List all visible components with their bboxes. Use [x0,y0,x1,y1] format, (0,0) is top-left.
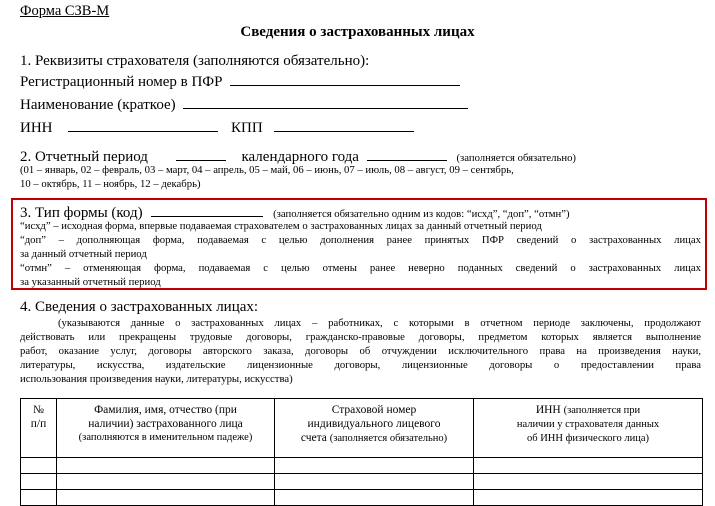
col-inn-line1: ИНН [535,404,561,416]
section4-desc-line4: литературы, искусства, издательские лицензионные договоры, лицензионные договоры о предоставлении права [20,359,701,371]
name-label: Наименование (краткое) [20,97,176,113]
document-title: Сведения о застрахованных лицах [240,24,475,40]
col-number-line2: п/п [30,418,47,430]
reg-number-row [20,71,460,91]
col-snils-note: (заполняется обязательно) [329,433,448,444]
table-cell[interactable] [57,458,275,474]
code-dop-desc-line2: за данный отчетный период [20,248,147,260]
table-cell[interactable] [57,490,275,506]
form-type-row [20,202,570,222]
form-type-heading: 3. Тип формы (код) [20,205,143,221]
col-inn-line3: об ИНН физического лица) [526,433,650,444]
section4-desc-line3: работ, оказание услуг, договоры авторского заказа, договоры об отчуждении исключительного права на произведения науки, [20,345,701,357]
month-codes-line2: 10 – октябрь, 11 – ноябрь, 12 – декабрь) [20,178,201,190]
table-cell[interactable] [474,490,703,506]
table-cell[interactable] [21,474,57,490]
code-dop-desc-line1: “доп” – дополняющая форма, подаваемая с целью дополнения ранее принятых ПФР сведений о застрахованных лицах [20,234,701,246]
section4-heading: 4. Сведения о застрахованных лицах: [20,299,259,315]
period-heading: 2. Отчетный период [20,149,148,165]
col-number-header [21,399,57,458]
form-type-note: (заполняется обязательно одним из кодов: “исхд”, “доп”, “отмн”) [273,208,570,220]
period-note: (заполняется обязательно) [456,152,576,164]
code-otmn-desc-line1: “отмн” – отменяющая форма, подаваемая с целью отмены ранее неверно поданных сведений о застрахованных лицах [20,262,701,274]
insured-persons-table [20,398,703,506]
section4-desc-line1: (указываются данные о застрахованных лицах – работниках, с которыми в отчетном периоде заключены, продолжают [58,317,701,329]
col-fio-header [57,399,275,458]
col-fio-line2: наличии) застрахованного лица [88,418,243,430]
section1-heading: 1. Реквизиты страхователя (заполняются обязательно): [20,53,370,69]
col-snils-header [275,399,474,458]
month-codes-line1: (01 – январь, 02 – февраль, 03 – март, 04 – апрель, 05 – май, 06 – июнь, 07 – июль, 08 – август, 09 – сентябрь, [20,164,514,176]
reg-number-label: Регистрационный номер в ПФР [20,74,223,90]
col-fio-line3: (заполняются в именительном падеже) [78,432,253,443]
inn-kpp-row [20,117,414,137]
table-cell[interactable] [474,474,703,490]
table-row [21,474,703,490]
kpp-label: КПП [231,120,263,136]
table-cell[interactable] [21,458,57,474]
name-field[interactable] [183,94,468,109]
kpp-field[interactable] [274,117,414,132]
col-fio-line1: Фамилия, имя, отчество (при [94,404,237,416]
col-inn-note: (заполняется при [563,405,641,416]
name-row [20,94,468,114]
year-label: календарного года [241,149,359,165]
col-inn-header [474,399,703,458]
col-snils-line2: индивидуального лицевого [307,418,441,430]
inn-field[interactable] [68,117,218,132]
table-cell[interactable] [275,474,474,490]
table-cell[interactable] [474,458,703,474]
form-type-field[interactable] [151,202,263,217]
col-number-line1: № [33,404,44,416]
section4-desc-line5: использования произведения науки, литературы, искусства) [20,373,293,385]
col-snils-line1: Страховой номер [331,404,417,416]
col-snils-line3: счета [300,432,327,444]
table-cell[interactable] [275,490,474,506]
table-row [21,490,703,506]
reg-number-field[interactable] [230,71,460,86]
table-cell[interactable] [21,490,57,506]
table-row [21,458,703,474]
table-cell[interactable] [275,458,474,474]
code-ishd-desc: “исхд” – исходная форма, впервые подаваемая страхователем о застрахованных лицах за данный отчетный период [20,220,542,232]
year-field[interactable] [367,146,447,161]
form-name: Форма СЗВ-М [20,3,110,19]
section4-desc-line2: действовать или прекращены трудовые договоры, гражданско-правовые договоры, предметом которых является выполнение [20,331,701,343]
table-header-row [21,399,703,458]
table-cell[interactable] [57,474,275,490]
inn-label: ИНН [20,120,53,136]
period-row [20,146,576,166]
code-otmn-desc-line2: за указанный отчетный период [20,276,161,288]
col-inn-line2: наличии у страхователя данных [516,419,660,430]
period-field[interactable] [176,146,226,161]
